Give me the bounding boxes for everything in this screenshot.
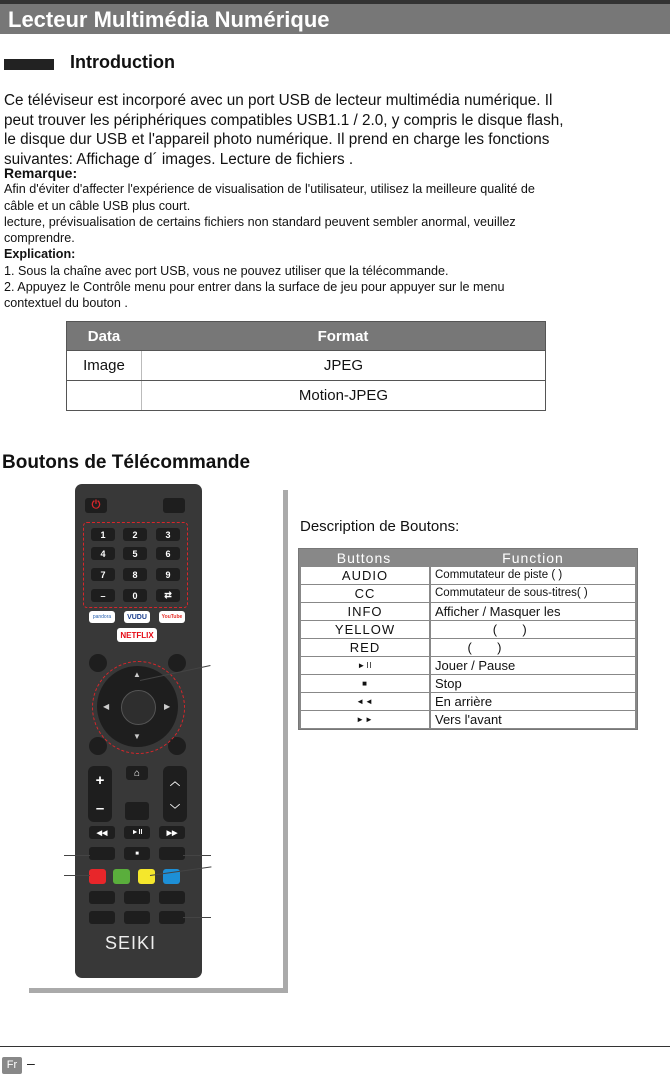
table-row: [67, 350, 545, 380]
key-5: 5: [123, 547, 147, 560]
key-4: 4: [91, 547, 115, 560]
header-buttons: Buttons: [336, 550, 392, 566]
up-arrow-icon: ▲: [133, 670, 141, 679]
explication-line: contextuel du bouton .: [4, 296, 128, 311]
key-0: 0: [123, 589, 147, 602]
button-name: ◄◄: [301, 693, 429, 710]
power-icon: ⏻: [91, 499, 101, 511]
key-2: 2: [123, 528, 147, 541]
button-function: Stop: [431, 675, 635, 692]
table-row: [301, 621, 635, 638]
leader-line: [64, 855, 90, 856]
rewind-icon: ◀◀: [96, 829, 108, 837]
remote-control-image: [75, 484, 202, 978]
exit-button: [168, 654, 186, 672]
pandora-button: pandora: [89, 611, 115, 623]
intro-line: le disque dur USB et l'appareil photo numérique. Il prend en charge les fonctions: [4, 131, 550, 148]
down-arrow-icon: ▼: [133, 732, 141, 741]
chevron-up-icon: ︿: [170, 776, 180, 788]
remark-line: lecture, prévisualisation de certains fichiers non standard peuvent sembler anormal, veuillez: [4, 214, 516, 229]
button-function: Commutateur de sous-titres( ): [431, 585, 635, 602]
leader-line: [64, 875, 90, 876]
home-button: [126, 766, 148, 780]
recall-icon: ⇄: [164, 590, 172, 600]
function-button: [159, 911, 185, 924]
table-row: [301, 711, 635, 728]
leader-line: [183, 917, 211, 918]
table-row: [301, 675, 635, 692]
intro-line: peut trouver les périphériques compatibles USB1.1 / 2.0, y compris le disque flash,: [4, 111, 564, 129]
mute-button: [125, 802, 149, 820]
buttons-table: [298, 548, 638, 730]
table-cell: Motion-JPEG: [298, 387, 389, 404]
remark-line: comprendre.: [4, 231, 75, 246]
button-function: ( ): [431, 639, 635, 656]
key-7: 7: [91, 568, 115, 581]
audio-button: [89, 847, 115, 860]
chevron-down-icon: ﹀: [170, 804, 180, 816]
button-function: Commutateur de piste ( ): [431, 567, 635, 584]
table-row: [301, 567, 635, 584]
button-name: ►►: [301, 711, 429, 728]
buttons-table-header: [299, 549, 637, 567]
green-button: [113, 869, 130, 884]
key-8: 8: [123, 568, 147, 581]
function-button: [124, 911, 150, 924]
home-icon: ⌂: [133, 767, 141, 779]
play-pause-button: [124, 826, 150, 839]
left-arrow-icon: ◀: [103, 702, 110, 711]
plus-icon: +: [95, 771, 105, 789]
explication-line: 2. Appuyez le Contrôle menu pour entrer dans la surface de jeu pour appuyer sur le menu: [4, 280, 505, 295]
table-row: [301, 657, 635, 674]
youtube-button: YouTube: [159, 611, 185, 623]
page-title: Lecteur Multimédia Numérique: [8, 7, 330, 32]
header-format: Format: [317, 327, 369, 345]
function-button: [159, 891, 185, 904]
rewind-button: [89, 826, 115, 839]
page-title-bar: [0, 0, 670, 34]
button-function: Jouer / Pause: [431, 657, 635, 674]
key-3: 3: [156, 528, 180, 541]
ok-button: [121, 690, 156, 725]
leader-line: [183, 855, 211, 856]
intro-heading: Introduction: [70, 52, 175, 72]
button-name: YELLOW: [301, 621, 429, 638]
brand-logo: SEIKI: [105, 933, 157, 953]
button-name: AUDIO: [301, 567, 429, 584]
key-9: 9: [156, 568, 180, 581]
intro-line: suivantes: Affichage d´ images. Lecture de fichiers .: [4, 150, 354, 168]
button-function: En arrière: [431, 693, 635, 710]
table-row: [301, 603, 635, 620]
key-6: 6: [156, 547, 180, 560]
button-function: Vers l'avant: [431, 711, 635, 728]
table-row: [301, 639, 635, 656]
yellow-button: [138, 869, 155, 884]
channel-rocker: [163, 766, 187, 822]
fast-forward-button: [159, 826, 185, 839]
remark-line: câble et un câble USB plus court.: [4, 198, 191, 213]
page-dash: –: [27, 1055, 35, 1071]
stop-button: [124, 847, 150, 860]
function-button: [89, 911, 115, 924]
fast-forward-icon: ▶▶: [166, 829, 178, 837]
remark-block: [4, 165, 535, 312]
stop-icon: ■: [135, 850, 139, 857]
table-row: [67, 380, 545, 410]
table-cell: Image: [67, 351, 142, 380]
netflix-button: NETFLIX: [117, 628, 157, 642]
description-title: Description de Boutons:: [300, 518, 460, 535]
button-function: Afficher / Masquer les: [431, 603, 635, 620]
table-row: [301, 693, 635, 710]
recall-button: [156, 589, 180, 602]
key-1: 1: [91, 528, 115, 541]
red-button: [89, 869, 106, 884]
button-name: CC: [301, 585, 429, 602]
button-name: RED: [301, 639, 429, 656]
power-button: [85, 498, 107, 513]
button-name: ■: [301, 675, 429, 692]
explication-line: 1. Sous la chaîne avec port USB, vous ne pouvez utiliser que la télécommande.: [4, 263, 449, 278]
intro-paragraph: [4, 91, 563, 169]
header-data: Data: [87, 327, 121, 345]
right-arrow-icon: ▶: [164, 702, 171, 711]
footer-rule: [0, 1046, 670, 1047]
table-cell: [67, 381, 142, 410]
language-badge: Fr: [2, 1057, 22, 1074]
cc-button: [159, 847, 185, 860]
minus-icon: –: [95, 799, 105, 817]
input-button: [163, 498, 185, 513]
button-function: ( ): [431, 621, 635, 638]
function-button: [124, 891, 150, 904]
format-table: [66, 321, 546, 411]
key-dash: –: [91, 589, 115, 602]
remote-heading: Boutons de Télécommande: [2, 452, 251, 473]
vudu-button: VUDU: [124, 611, 150, 623]
volume-rocker: [88, 766, 112, 822]
play-pause-icon: ►II: [131, 829, 143, 836]
function-button: [89, 891, 115, 904]
remark-line: Afin d'éviter d'affecter l'expérience de visualisation de l'utilisateur, utilisez la meilleure qualité de: [4, 182, 535, 197]
header-function: Function: [502, 550, 564, 566]
section-marker: [4, 59, 54, 70]
explication-title: Explication:: [4, 247, 76, 262]
button-name: INFO: [301, 603, 429, 620]
table-row: [301, 585, 635, 602]
format-table-header: [67, 322, 545, 350]
button-name: ►II: [301, 657, 429, 674]
menu-button: [89, 654, 107, 672]
table-cell: JPEG: [323, 357, 364, 374]
intro-line: Ce téléviseur est incorporé avec un port USB de lecteur multimédia numérique. Il: [4, 92, 553, 109]
remark-title: Remarque:: [4, 165, 78, 181]
